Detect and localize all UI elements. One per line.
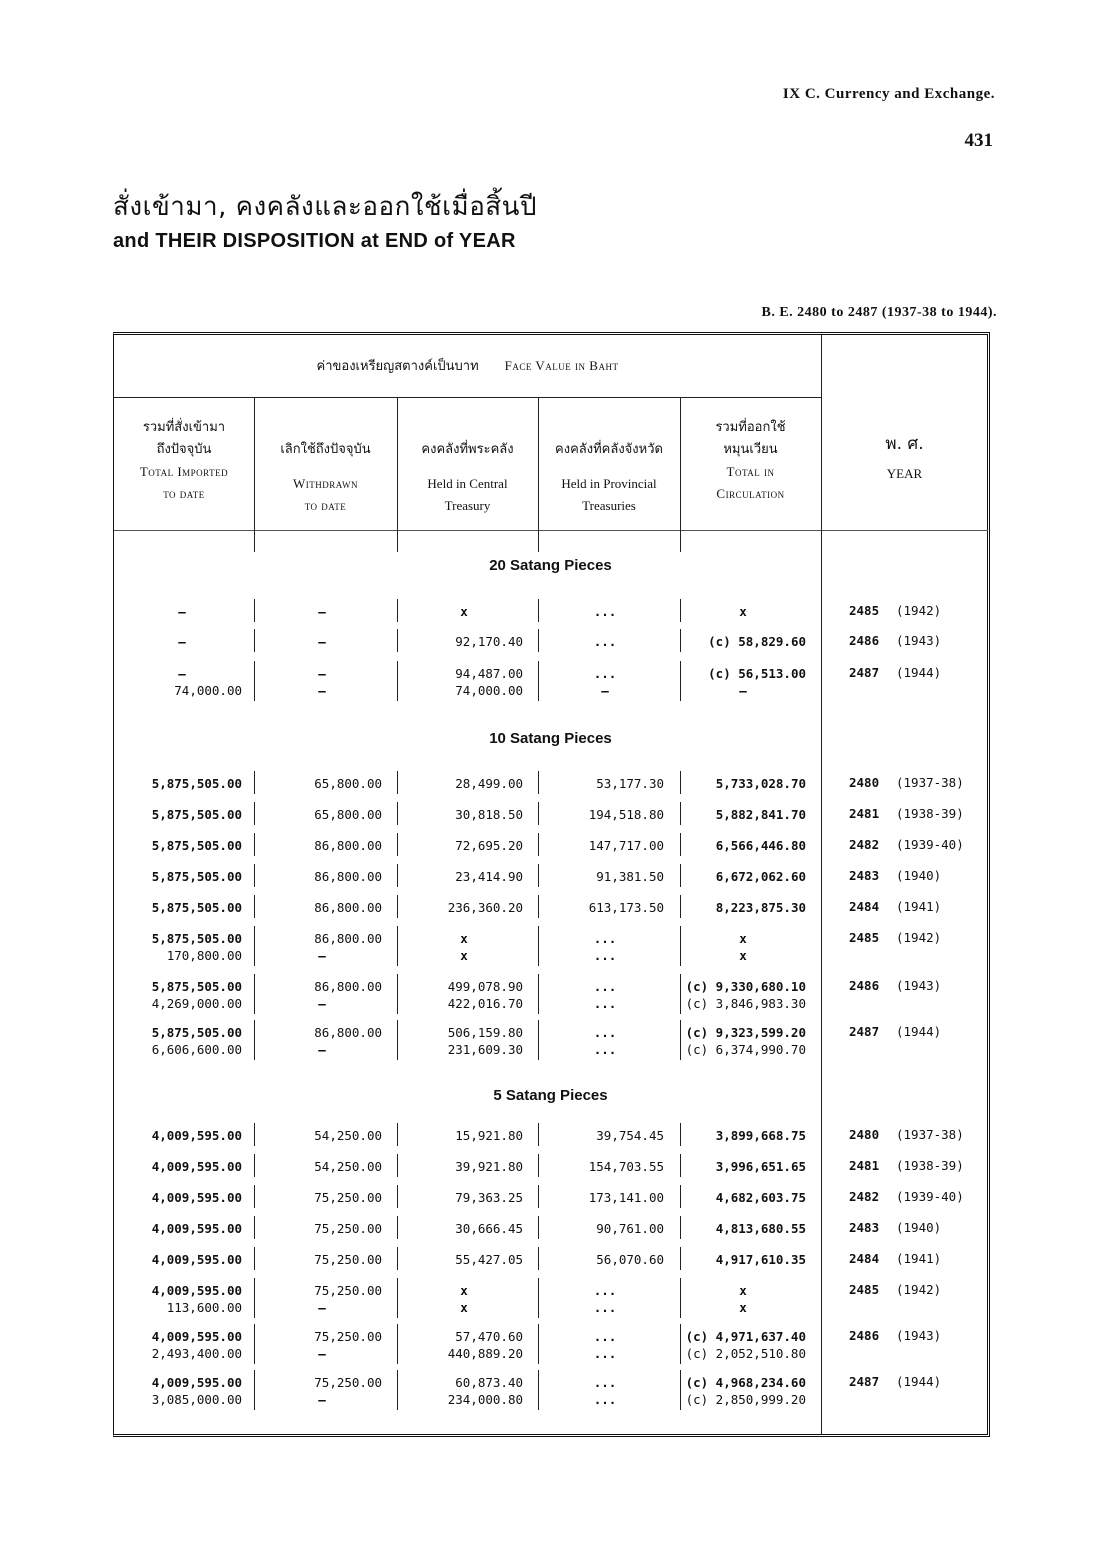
table-cell: 86,800.00	[314, 931, 382, 946]
table-cell: 4,009,595.00	[151, 1159, 242, 1174]
table-cell: ...	[593, 979, 617, 994]
table-cell: ...	[593, 948, 617, 963]
table-cell: 75,250.00	[314, 1252, 382, 1267]
table-cell: (c) 56,513.00	[708, 666, 806, 681]
year-thai: พ. ศ.	[885, 434, 924, 454]
year-be: 2483	[849, 868, 880, 883]
table-cell: 4,009,595.00	[151, 1252, 242, 1267]
table-cell: 75,250.00	[314, 1329, 382, 1344]
table-cell: 4,009,595.00	[151, 1128, 242, 1143]
table-cell: 4,917,610.35	[715, 1252, 806, 1267]
table-cell: —	[318, 1346, 326, 1361]
col-eng: to date	[163, 486, 205, 501]
table-cell: 173,141.00	[588, 1190, 664, 1205]
year-be: 2482	[849, 837, 880, 852]
table-cell: (c) 4,968,234.60	[685, 1375, 806, 1390]
table-cell: 8,223,875.30	[715, 900, 806, 915]
group-header-english: Face Value in Baht	[504, 358, 619, 373]
table-cell: 54,250.00	[314, 1159, 382, 1174]
table-cell: 57,470.60	[455, 1329, 523, 1344]
year-be: 2484	[849, 1251, 880, 1266]
year-be: 2486	[849, 633, 880, 648]
year-ce: (1943)	[896, 633, 942, 648]
col-thai: รวมที่สั่งเข้ามา	[142, 420, 226, 435]
page-number: 431	[964, 130, 993, 151]
table-cell: 92,170.40	[455, 634, 523, 649]
table-cell: 5,875,505.00	[151, 807, 242, 822]
year-ce: (1937-38)	[896, 1127, 964, 1142]
table-cell: ...	[593, 1392, 617, 1407]
table-cell: 4,009,595.00	[151, 1375, 242, 1390]
table-cell: 86,800.00	[314, 838, 382, 853]
year-be: 2481	[849, 1158, 880, 1173]
year-be: 2487	[849, 1374, 880, 1389]
running-head: IX C. Currency and Exchange.	[782, 86, 995, 102]
table-cell: 30,818.50	[455, 807, 523, 822]
table-cell: 236,360.20	[447, 900, 523, 915]
table-cell: 6,566,446.80	[715, 838, 806, 853]
year-ce: (1943)	[896, 978, 942, 993]
table-cell: 75,250.00	[314, 1190, 382, 1205]
table-cell: 6,672,062.60	[715, 869, 806, 884]
table-cell: 86,800.00	[314, 869, 382, 884]
table-cell: 75,250.00	[314, 1283, 382, 1298]
table-cell: 3,899,668.75	[715, 1128, 806, 1143]
table-cell: 4,009,595.00	[151, 1283, 242, 1298]
year-eng: YEAR	[886, 466, 923, 481]
year-be: 2485	[849, 930, 880, 945]
year-ce: (1940)	[896, 1220, 942, 1235]
table-cell: 170,800.00	[166, 948, 242, 963]
table-cell: x	[460, 604, 468, 619]
table-cell: ...	[593, 1283, 617, 1298]
table-cell: 4,009,595.00	[151, 1221, 242, 1236]
column-header-withdrawn	[254, 439, 397, 517]
table-cell: 231,609.30	[447, 1042, 523, 1057]
year-ce: (1940)	[896, 868, 942, 883]
table-cell: 5,875,505.00	[151, 1025, 242, 1040]
year-be: 2487	[849, 665, 880, 680]
table-cell: 79,363.25	[455, 1190, 523, 1205]
col-eng: Total Imported	[139, 464, 229, 479]
year-ce: (1944)	[896, 1374, 942, 1389]
period-label: B. E. 2480 to 2487 (1937-38 to 1944).	[761, 305, 997, 320]
table-cell: 72,695.20	[455, 838, 523, 853]
year-ce: (1938-39)	[896, 1158, 964, 1173]
table-cell: 15,921.80	[455, 1128, 523, 1143]
group-header-thai: ค่าของเหรียญสตางค์เป็นบาท	[316, 359, 479, 374]
col-eng: Held in Provincial	[561, 476, 657, 491]
table-cell: x	[739, 1283, 747, 1298]
table-cell: ...	[593, 1346, 617, 1361]
col-thai: คงคลังที่พระคลัง	[421, 442, 514, 457]
table-cell: 28,499.00	[455, 776, 523, 791]
table-cell: 440,889.20	[447, 1346, 523, 1361]
col-eng: Held in Central	[427, 476, 508, 491]
year-be: 2484	[849, 899, 880, 914]
table-cell: —	[178, 634, 186, 649]
year-be: 2480	[849, 1127, 880, 1142]
table-cell: —	[178, 604, 186, 619]
table-cell: x	[739, 931, 747, 946]
year-ce: (1944)	[896, 1024, 942, 1039]
table-cell: x	[460, 1300, 468, 1315]
year-be: 2485	[849, 1282, 880, 1297]
year-be: 2486	[849, 1328, 880, 1343]
col-eng: Circulation	[716, 486, 785, 501]
year-be: 2485	[849, 603, 880, 618]
table-cell: ...	[593, 1042, 617, 1057]
year-ce: (1939-40)	[896, 1189, 964, 1204]
col-thai: ถึงปัจจุบัน	[156, 442, 212, 457]
column-header-provincial-treasuries	[538, 439, 680, 517]
table-cell: 506,159.80	[447, 1025, 523, 1040]
table-cell: —	[318, 683, 326, 698]
table-cell: 30,666.45	[455, 1221, 523, 1236]
table-cell: 65,800.00	[314, 776, 382, 791]
page-title-thai: สั่งเข้ามา, คงคลังและออกใช้เมื่อสิ้นปี	[113, 192, 537, 222]
table-cell: 5,875,505.00	[151, 931, 242, 946]
table-cell: 56,070.60	[596, 1252, 664, 1267]
section-title: 10 Satang Pieces	[489, 730, 612, 747]
table-cell: ...	[593, 1300, 617, 1315]
col-thai: หมุนเวียน	[723, 442, 778, 457]
table-cell: x	[739, 604, 747, 619]
header-bottom-line	[114, 530, 988, 531]
table-cell: 5,875,505.00	[151, 900, 242, 915]
table-cell: (c) 3,846,983.30	[685, 996, 806, 1011]
year-column-divider	[821, 335, 822, 1435]
table-cell: 4,009,595.00	[151, 1329, 242, 1344]
group-header	[114, 355, 821, 378]
table-cell: ...	[593, 604, 617, 619]
table-cell: —	[318, 666, 326, 681]
table-cell: 55,427.05	[455, 1252, 523, 1267]
year-ce: (1943)	[896, 1328, 942, 1343]
table-cell: 5,882,841.70	[715, 807, 806, 822]
col-eng: Total in	[726, 464, 775, 479]
table-cell: 94,487.00	[455, 666, 523, 681]
table-cell: 5,875,505.00	[151, 979, 242, 994]
table-cell: 3,996,651.65	[715, 1159, 806, 1174]
table-cell: —	[318, 1300, 326, 1315]
table-cell: 75,250.00	[314, 1221, 382, 1236]
table-cell: 147,717.00	[588, 838, 664, 853]
col-thai: รวมที่ออกใช้	[715, 420, 786, 435]
table-cell: 613,173.50	[588, 900, 664, 915]
table-cell: 39,921.80	[455, 1159, 523, 1174]
year-be: 2483	[849, 1220, 880, 1235]
table-cell: x	[460, 931, 468, 946]
table-cell: ...	[593, 996, 617, 1011]
table-cell: ...	[593, 931, 617, 946]
table-cell: —	[318, 1042, 326, 1057]
table-cell: —	[318, 604, 326, 619]
section-title: 20 Satang Pieces	[489, 557, 612, 574]
table-cell: —	[318, 996, 326, 1011]
table-cell: 5,875,505.00	[151, 838, 242, 853]
table-cell: ...	[593, 634, 617, 649]
table-cell: 154,703.55	[588, 1159, 664, 1174]
table-cell: 60,873.40	[455, 1375, 523, 1390]
column-header-total-circulation	[680, 417, 821, 505]
year-be: 2482	[849, 1189, 880, 1204]
table-cell: —	[318, 634, 326, 649]
table-cell: (c) 9,330,680.10	[685, 979, 806, 994]
col-eng: Treasury	[444, 498, 491, 513]
table-cell: 53,177.30	[596, 776, 664, 791]
year-ce: (1937-38)	[896, 775, 964, 790]
table-cell: 4,682,603.75	[715, 1190, 806, 1205]
table-cell: 5,875,505.00	[151, 869, 242, 884]
table-cell: 4,813,680.55	[715, 1221, 806, 1236]
table-cell: x	[460, 1283, 468, 1298]
table-cell: (c) 2,850,999.20	[685, 1392, 806, 1407]
table-cell: 86,800.00	[314, 1025, 382, 1040]
year-be: 2486	[849, 978, 880, 993]
page-title-english: and THEIR DISPOSITION at END of YEAR	[113, 230, 516, 252]
table-cell: (c) 6,374,990.70	[685, 1042, 806, 1057]
currency-table	[113, 332, 990, 1437]
table-cell: 499,078.90	[447, 979, 523, 994]
table-cell: 75,250.00	[314, 1375, 382, 1390]
table-cell: (c) 2,052,510.80	[685, 1346, 806, 1361]
year-ce: (1941)	[896, 899, 942, 914]
table-cell: ...	[593, 666, 617, 681]
table-cell: 422,016.70	[447, 996, 523, 1011]
table-cell: —	[178, 666, 186, 681]
table-cell: —	[318, 948, 326, 963]
table-cell: 39,754.45	[596, 1128, 664, 1143]
col-thai: คงคลังที่คลังจังหวัด	[555, 442, 663, 457]
col-eng: to date	[304, 498, 347, 513]
table-cell: x	[460, 948, 468, 963]
year-ce: (1941)	[896, 1251, 942, 1266]
table-cell: 4,009,595.00	[151, 1190, 242, 1205]
table-cell: 113,600.00	[166, 1300, 242, 1315]
section-title: 5 Satang Pieces	[493, 1087, 608, 1104]
table-cell: 234,000.80	[447, 1392, 523, 1407]
col-thai: เลิกใช้ถึงปัจจุบัน	[280, 442, 371, 457]
table-cell: —	[318, 1392, 326, 1407]
table-cell: 74,000.00	[455, 683, 523, 698]
year-ce: (1942)	[896, 930, 942, 945]
year-be: 2481	[849, 806, 880, 821]
table-cell: ...	[593, 1329, 617, 1344]
table-cell: 91,381.50	[596, 869, 664, 884]
year-be: 2487	[849, 1024, 880, 1039]
table-cell: x	[739, 948, 747, 963]
table-cell: 3,085,000.00	[151, 1392, 242, 1407]
year-ce: (1939-40)	[896, 837, 964, 852]
table-cell: 4,269,000.00	[151, 996, 242, 1011]
year-ce: (1944)	[896, 665, 942, 680]
year-ce: (1942)	[896, 1282, 942, 1297]
table-cell: 90,761.00	[596, 1221, 664, 1236]
table-cell: (c) 58,829.60	[708, 634, 806, 649]
table-cell: ...	[593, 1025, 617, 1040]
year-ce: (1942)	[896, 603, 942, 618]
table-cell: 5,733,028.70	[715, 776, 806, 791]
table-cell: —	[601, 683, 609, 698]
table-cell: 74,000.00	[174, 683, 242, 698]
table-cell: 2,493,400.00	[151, 1346, 242, 1361]
table-cell: x	[739, 1300, 747, 1315]
year-be: 2480	[849, 775, 880, 790]
table-cell: 23,414.90	[455, 869, 523, 884]
table-cell: ...	[593, 1375, 617, 1390]
table-cell: 65,800.00	[314, 807, 382, 822]
column-header-total-imported	[114, 417, 254, 505]
col-eng: Treasuries	[582, 498, 636, 513]
table-cell: 54,250.00	[314, 1128, 382, 1143]
column-header-year	[821, 433, 988, 485]
column-header-central-treasury	[397, 439, 538, 517]
table-cell: 6,606,600.00	[151, 1042, 242, 1057]
table-cell: 86,800.00	[314, 979, 382, 994]
table-cell: 5,875,505.00	[151, 776, 242, 791]
table-cell: (c) 4,971,637.40	[685, 1329, 806, 1344]
table-cell: 86,800.00	[314, 900, 382, 915]
col-eng: Withdrawn	[292, 476, 359, 491]
table-cell: (c) 9,323,599.20	[685, 1025, 806, 1040]
header-divider	[114, 397, 821, 398]
table-cell: —	[739, 683, 747, 698]
table-cell: 194,518.80	[588, 807, 664, 822]
year-ce: (1938-39)	[896, 806, 964, 821]
